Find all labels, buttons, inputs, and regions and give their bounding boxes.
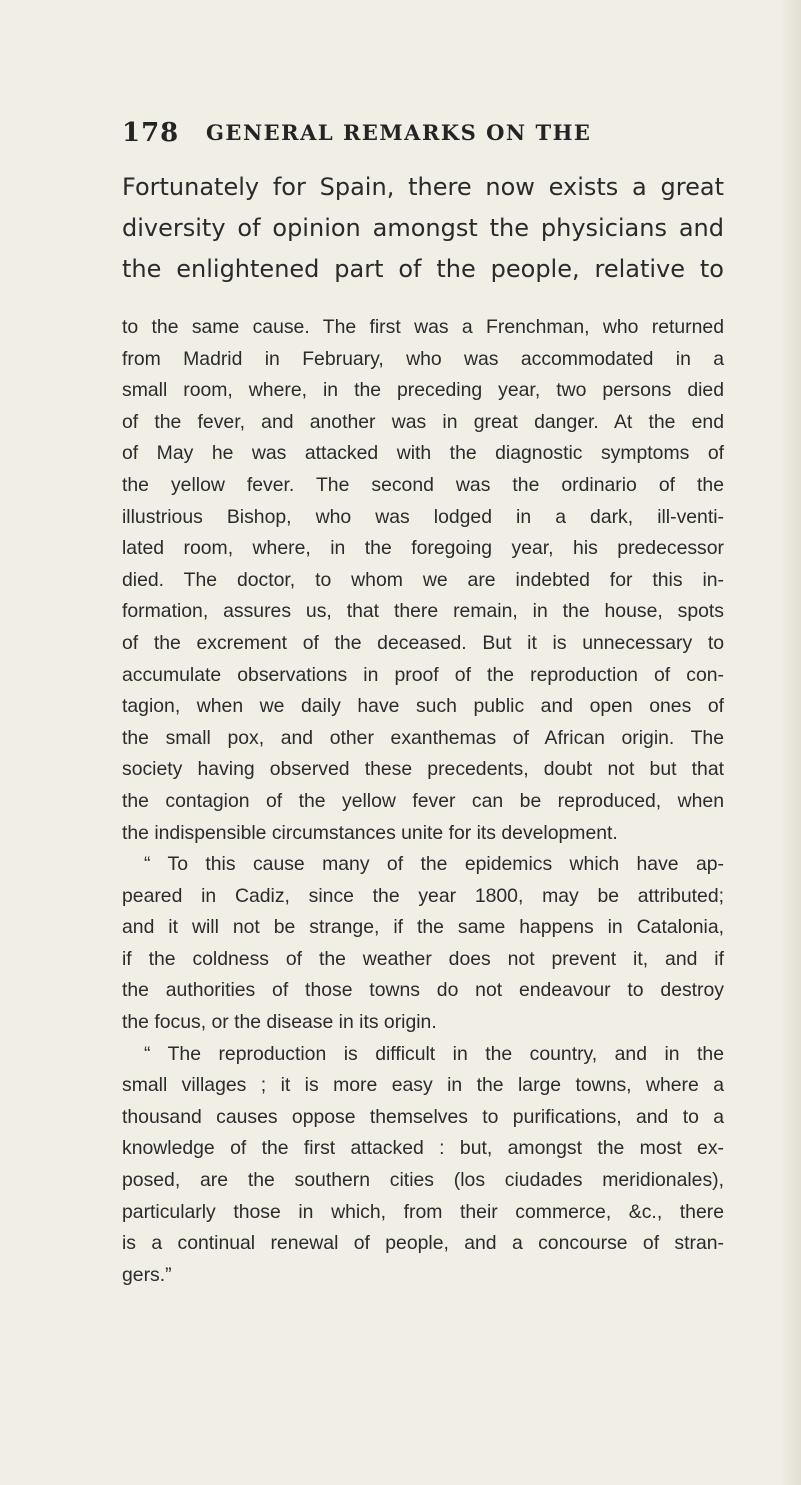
text-line: the indispensible circumstances unite for its development. xyxy=(122,821,618,844)
text-line: to the same cause. The first was a Frenchman, who returned xyxy=(122,316,724,338)
text-line: and it will not be strange, if the same happens in Catalonia, xyxy=(122,916,724,939)
text-line: gers.” xyxy=(122,1263,172,1286)
text-line: particularly those in which, from their commerce, &c., there xyxy=(122,1200,724,1223)
text-line: thousand causes oppose themselves to purifications, and to a xyxy=(122,1105,724,1128)
intro-paragraph xyxy=(122,167,724,290)
text-line: “ The reproduction is difficult in the country, and in the xyxy=(144,1042,724,1065)
text-line: illustrious Bishop, who was lodged in a dark, ill-venti- xyxy=(122,505,724,528)
text-line: lated room, where, in the foregoing year, his predecessor xyxy=(122,537,724,560)
text-line: formation, assures us, that there remain, in the house, spots xyxy=(122,600,724,623)
page-edge-shadow xyxy=(779,0,801,1485)
text-line: of the fever, and another was in great danger. At the end xyxy=(122,410,724,433)
text-line: of May he was attacked with the diagnostic symptoms of xyxy=(122,442,724,465)
intro-line: Fortunately for Spain, there now exists a great xyxy=(122,173,724,201)
running-head: GENERAL REMARKS ON THE xyxy=(206,120,592,145)
text-line: posed, are the southern cities (los ciudades meridionales), xyxy=(122,1169,724,1192)
intro-line: diversity of opinion amongst the physicians and xyxy=(122,214,724,242)
text-line: the small pox, and other exanthemas of African origin. The xyxy=(122,726,724,749)
text-line: the authorities of those towns do not endeavour to destroy xyxy=(122,979,724,1002)
text-line: died. The doctor, to whom we are indebted for this in- xyxy=(122,568,724,591)
page-header xyxy=(122,118,722,148)
text-line: peared in Cadiz, since the year 1800, may be attributed; xyxy=(122,884,724,907)
text-line: small room, where, in the preceding year, two persons died xyxy=(122,379,724,402)
text-line: is a continual renewal of people, and a concourse of stran- xyxy=(122,1232,724,1255)
page-number: 178 xyxy=(122,118,180,148)
text-line: society having observed these precedents, doubt not but that xyxy=(122,758,724,781)
text-line: the focus, or the disease in its origin. xyxy=(122,1011,437,1034)
text-line: if the coldness of the weather does not prevent it, and if xyxy=(122,947,724,970)
text-line: accumulate observations in proof of the reproduction of con- xyxy=(122,663,724,686)
text-line: knowledge of the first attacked : but, amongst the most ex- xyxy=(122,1137,724,1160)
text-line: the yellow fever. The second was the ordinario of the xyxy=(122,473,724,496)
body-text xyxy=(122,312,724,1291)
text-line: the contagion of the yellow fever can be reproduced, when xyxy=(122,789,724,812)
text-line: “ To this cause many of the epidemics which have ap- xyxy=(144,853,724,876)
text-line: small villages ; it is more easy in the large towns, where a xyxy=(122,1074,724,1097)
text-line: of the excrement of the deceased. But it is unnecessary to xyxy=(122,631,724,654)
intro-line: the enlightened part of the people, relative to xyxy=(122,255,724,283)
text-line: from Madrid in February, who was accommodated in a xyxy=(122,347,724,370)
text-line: tagion, when we daily have such public and open ones of xyxy=(122,695,724,718)
